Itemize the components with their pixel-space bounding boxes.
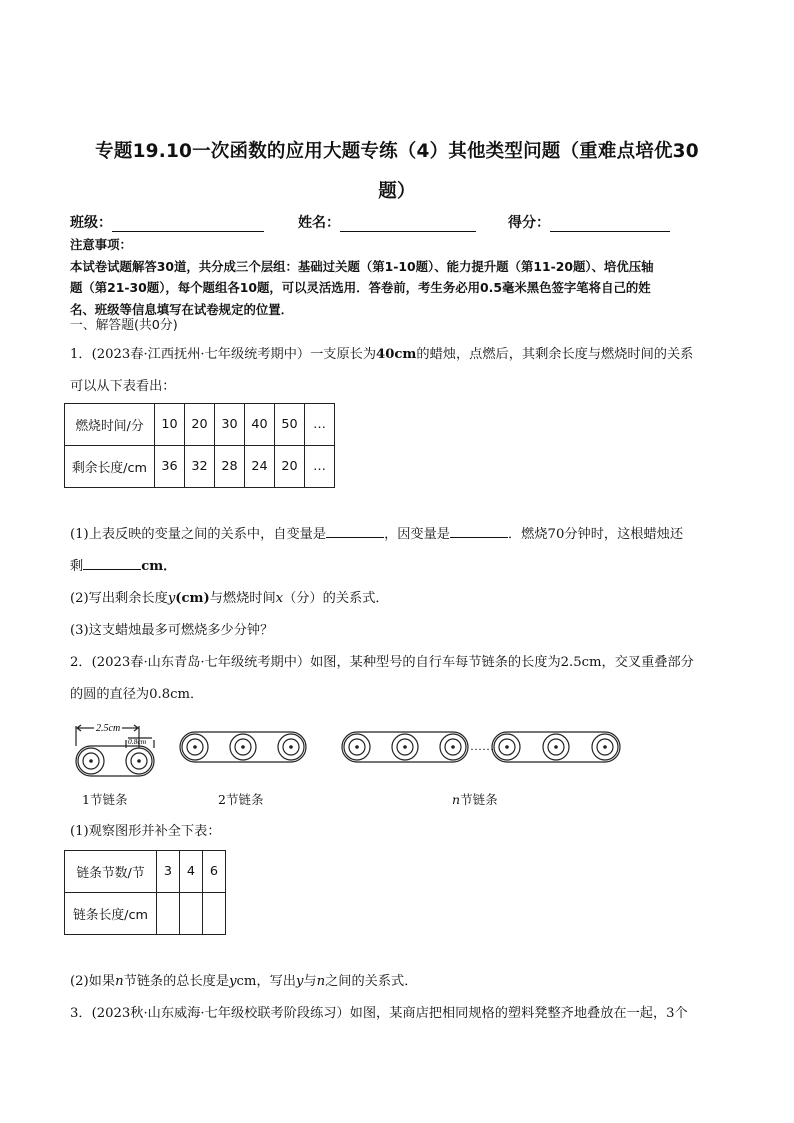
- notice-line-1: 本试卷试题解答30道，共分成三个层组：基础过关题（第1-10题）、能力提升题（第11-20题）、培优压轴: [70, 258, 654, 274]
- notice-line-2: 题（第21-30题），每个题组各10题，可以灵活选用．答卷前，考生务必用0.5毫米黑色签字笔将自己的姓: [70, 280, 651, 295]
- notice-block: [70, 234, 730, 320]
- label-n-text: 节链条: [460, 792, 498, 807]
- q2-sub2-var-y: y: [229, 974, 237, 989]
- q2-sub2: [70, 966, 730, 998]
- q1-text-length: 40cm: [376, 347, 417, 362]
- chain-figure: [72, 716, 632, 816]
- q2-stem: [70, 647, 730, 711]
- score-field[interactable]: [508, 212, 670, 232]
- dim-label-length: 2.5cm: [96, 723, 121, 734]
- title-line-1: 专题19.10一次函数的应用大题专练（4）其他类型问题（重难点培优30: [95, 141, 699, 162]
- q1-sub1-text-c: ．燃烧70分钟时，这根蜡烛还: [508, 527, 684, 542]
- student-info-row: [70, 212, 730, 232]
- q2-sub2-text-a: (2)如果: [70, 974, 116, 989]
- q1-table-header-length: 剩余长度/cm: [65, 446, 155, 488]
- q1-sub3: (3)这支蜡烛最多可燃烧多少分钟？: [70, 623, 274, 638]
- chain-diagram: [72, 716, 632, 816]
- q1-sub2-unit: (cm): [175, 591, 210, 606]
- q1-table-cell: 20: [185, 404, 215, 446]
- q1-table-cell: 24: [245, 446, 275, 488]
- section-heading: 一、解答题(共0分): [70, 318, 178, 333]
- q2-sub1: (1)观察图形并补全下表：: [70, 824, 221, 839]
- q1-table-header-time: 燃烧时间/分: [65, 404, 155, 446]
- q1-blank-independent[interactable]: [326, 524, 384, 538]
- q2-sub2-text-g: 与: [303, 974, 317, 989]
- q2-table-cell: 6: [203, 851, 226, 893]
- q1-table-cell: 50: [275, 404, 305, 446]
- title-line-2: 题）: [378, 181, 416, 202]
- q1-line-1: [70, 339, 730, 371]
- q1-table-cell: 36: [155, 446, 185, 488]
- q1-table-cell: 10: [155, 404, 185, 446]
- q2-table-cell: 4: [180, 851, 203, 893]
- q2-table-empty-cell[interactable]: [157, 893, 180, 935]
- q2-table-empty-cell[interactable]: [203, 893, 226, 935]
- q1-table-cell: 30: [215, 404, 245, 446]
- q1-sub1-text-e: cm．: [141, 559, 177, 574]
- q1-table-row-length: [65, 446, 335, 488]
- q1-sub2-var-x: x: [275, 591, 284, 606]
- q2-sub2-var-y2: y: [295, 974, 304, 989]
- name-blank[interactable]: [340, 217, 476, 232]
- q1-table-cell: 32: [185, 446, 215, 488]
- q2-line-1: 2．(2023春·山东青岛·七年级统考期中）如图，某种型号的自行车每节链条的长度为2.5cm，交叉重叠部分: [70, 655, 694, 670]
- q2-sub2-var-n: n: [115, 974, 124, 989]
- q2-sub2-var-n2: n: [316, 974, 326, 989]
- q2-sub2-text-c: 节链条的总长度是: [123, 974, 230, 989]
- class-label: 班级：: [70, 215, 112, 231]
- q2-table-row-count: [65, 851, 226, 893]
- q1-sub2-var-y: y: [167, 591, 176, 606]
- q2-table-row-length: [65, 893, 226, 935]
- q1-blank-remaining[interactable]: [83, 556, 141, 570]
- q1-sub2-text-d: 与燃烧时间: [209, 591, 276, 606]
- q1-sub1-text-b: ，因变量是: [384, 527, 450, 542]
- q2-line-2: 的圆的直径为0.8cm．: [70, 687, 204, 702]
- q2-table-header-length: 链条长度/cm: [65, 893, 157, 935]
- notice-heading: 注意事项：: [70, 237, 132, 252]
- label-2-links: 2节链条: [218, 792, 264, 807]
- q1-sub2-text-f: （分）的关系式．: [283, 591, 389, 606]
- q1-sub1-text-a: (1)上表反映的变量之间的关系中，自变量是: [70, 527, 327, 542]
- q1-sub2-text-a: (2)写出剩余长度: [70, 591, 168, 606]
- q2-sub2-text-e: cm，写出: [236, 974, 296, 989]
- q1-table-row-time: [65, 404, 335, 446]
- dim-label-overlap: 0.8cm: [128, 737, 147, 746]
- name-label: 姓名：: [298, 215, 340, 231]
- chain-ellipsis: ……: [470, 739, 494, 753]
- notice-line-3: 名、班级等信息填写在试卷规定的位置．: [70, 301, 294, 317]
- q1-sub1-line-2: [70, 551, 730, 583]
- q1-table-cell: …: [305, 404, 335, 446]
- q1-blank-dependent[interactable]: [450, 524, 508, 538]
- q2-sub2-text-i: 之间的关系式．: [325, 974, 418, 989]
- score-blank[interactable]: [550, 217, 670, 232]
- q2-table-empty-cell[interactable]: [180, 893, 203, 935]
- name-field[interactable]: [298, 212, 476, 232]
- class-blank[interactable]: [112, 217, 264, 232]
- q1-text-a: 1．(2023春·江西抚州·七年级统考期中）一支原长为: [70, 347, 377, 362]
- q3-line-1: 3．(2023秋·山东威海·七年级校联考阶段练习）如图，某商店把相同规格的塑料凳整齐地叠放在一起，3个: [70, 1006, 688, 1021]
- q1-sub1-text-d: 剩: [70, 559, 84, 574]
- q1-table-cell: 28: [215, 446, 245, 488]
- class-field[interactable]: [70, 212, 264, 232]
- q1-line-2: 可以从下表看出：: [70, 379, 176, 394]
- q2-table: [64, 850, 226, 935]
- score-label: 得分：: [508, 215, 550, 231]
- page-title: [60, 132, 734, 212]
- q1-sub1-line-1: [70, 519, 730, 551]
- q1-subquestions: [70, 519, 730, 647]
- q1-text-c: 的蜡烛，点燃后，其剩余长度与燃烧时间的关系: [416, 347, 694, 362]
- q1-table-cell: 40: [245, 404, 275, 446]
- label-n-var: n: [452, 792, 461, 807]
- q1-table: [64, 403, 335, 488]
- label-n-links: [452, 790, 498, 808]
- label-1-link: 1节链条: [82, 792, 128, 807]
- q1-table-cell: …: [305, 446, 335, 488]
- q1-sub2: [70, 583, 730, 615]
- q1-stem: [70, 339, 730, 403]
- q1-table-cell: 20: [275, 446, 305, 488]
- q2-table-header-count: 链条节数/节: [65, 851, 157, 893]
- q2-table-cell: 3: [157, 851, 180, 893]
